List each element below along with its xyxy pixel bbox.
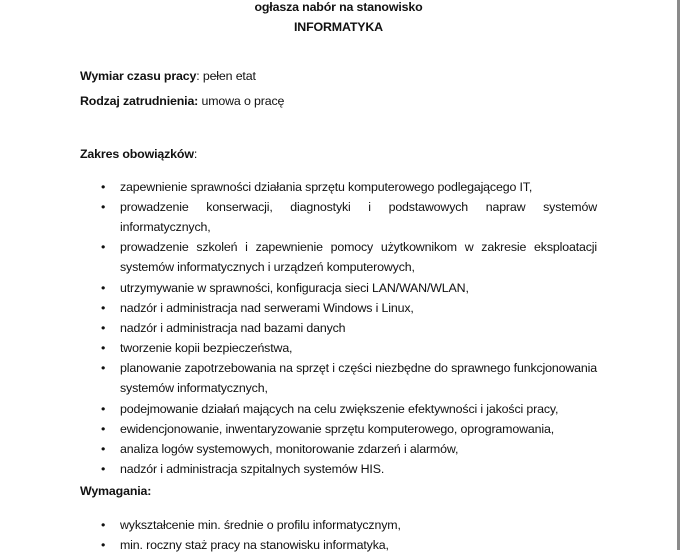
- list-item: • tworzenie kopii bezpieczeństwa,: [80, 338, 597, 358]
- field-employment-type: [80, 94, 284, 108]
- list-item: • min. roczny staż pracy na stanowisku informatyka,: [80, 535, 597, 555]
- requirements-heading: [80, 484, 151, 498]
- list-item: • analiza logów systemowych, monitorowanie zdarzeń i alarmów,: [80, 439, 597, 459]
- list-item: • zapewnienie sprawności działania sprzętu komputerowego podlegającego IT,: [80, 177, 597, 197]
- list-item: • nadzór i administracja szpitalnych systemów HIS.: [80, 459, 597, 479]
- duties-heading-text: Zakres obowiązków: [80, 147, 194, 161]
- list-item: • ewidencjonowanie, inwentaryzowanie sprzętu komputerowego, oprogramowania,: [80, 419, 597, 439]
- duties-heading: Zakres obowiązków:: [80, 147, 198, 161]
- announcement-subtitle: ogłasza nabór na stanowisko: [254, 0, 423, 14]
- field-label: Wymiar czasu pracy: [80, 69, 197, 83]
- field-value: umowa o pracę: [201, 94, 285, 108]
- field-label: Rodzaj zatrudnienia:: [80, 94, 199, 108]
- list-item: • prowadzenie konserwacji, diagnostyki i podstawowych napraw systemów informatycznych,: [80, 197, 597, 237]
- list-item: • nadzór i administracja nad serwerami Windows i Linux,: [80, 298, 597, 318]
- position-title: INFORMATYKA: [294, 20, 383, 34]
- list-item: • podejmowanie działań mających na celu zwiększenie efektywności i jakości pracy,: [80, 399, 597, 419]
- field-value: pełen etat: [202, 69, 256, 83]
- list-item: • nadzór i administracja nad bazami danych: [80, 318, 597, 338]
- duties-list: [80, 177, 597, 479]
- field-working-time: Wymiar czasu pracy: pełen etat: [80, 69, 256, 83]
- list-item: • prowadzenie szkoleń i zapewnienie pomocy użytkownikom w zakresie eksploatacji systemów informatycznych i urządzeń komputerowych,: [80, 237, 597, 277]
- requirements-list: [80, 515, 597, 555]
- list-item: • wykształcenie min. średnie o profilu informatycznym,: [80, 515, 597, 535]
- requirements-heading-text: Wymagania:: [80, 484, 152, 498]
- list-item: • planowanie zapotrzebowania na sprzęt i części niezbędne do sprawnego funkcjonowania systemów informatycznych,: [80, 358, 597, 398]
- list-item: • utrzymywanie w sprawności, konfiguracja sieci LAN/WAN/WLAN,: [80, 278, 597, 298]
